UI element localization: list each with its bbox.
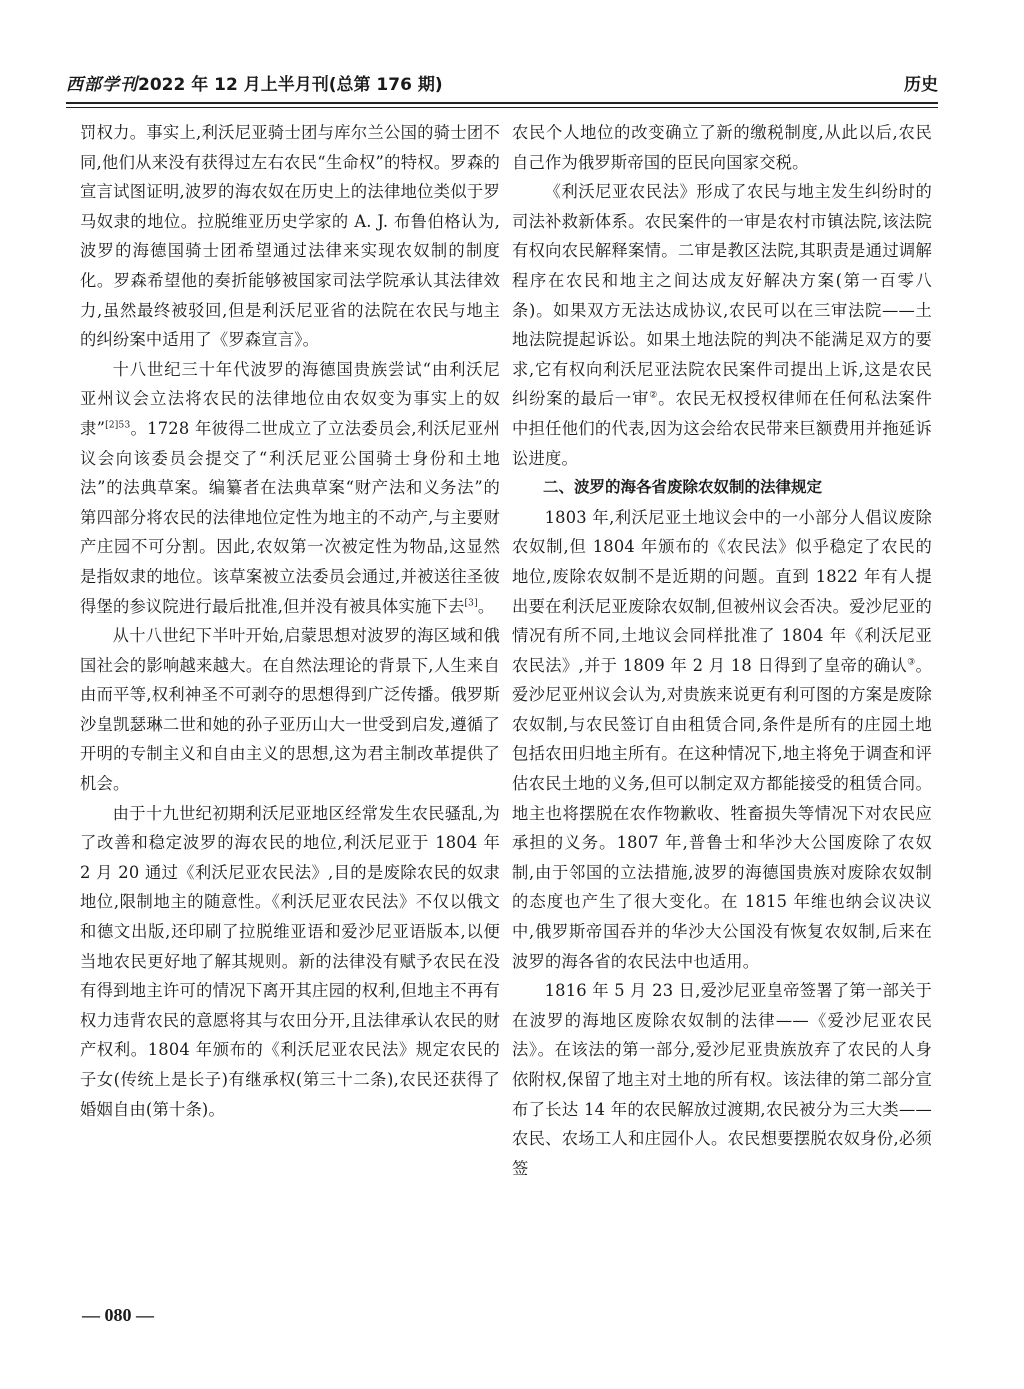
paragraph: 1816 年 5 月 23 日,爱沙尼亚皇帝签署了第一部关于在波罗的海地区废除农奴制的法律——《爱沙尼亚农民法》。在该法的第一部分,爱沙尼亚贵族放弃了农民的人身依附权,保留了地主对土地的所有权。该法律的第二部分宣布了长达 14 年的农民解放过渡期,农民被分为三大类——农民、农场工人和庄园仆人。农民想要摆脱农奴身份,必须签 [512,981,932,1178]
paragraph: 《利沃尼亚农民法》形成了农民与地主发生纠纷时的司法补救新体系。农民案件的一审是农村市镇法院,该法院有权向农民解释案情。二审是教区法院,其职责是通过调解程序在农民和地主之间达成友好解决方案(第一百零八条)。如果双方无法达成协议,农民可以在三审法院——土地法院提起诉讼。如果土地法院的判决不能满足双方的要求,它有权向利沃尼亚法院农民案件司提出上诉,这是农民纠纷案的最后一审②。农民无权授权律师在任何私法案件中担任他们的代表,因为这会给农民带来巨额费用并拖延诉讼进度。 [512,182,933,468]
header-rule-thin [66,107,938,108]
paragraph: 罚权力。事实上,利沃尼亚骑士团与库尔兰公国的骑士团不同,他们从来没有获得过左右农民“生命权”的特权。罗森的宣言试图证明,波罗的海农奴在历史上的法律地位类似于罗马奴隶的地位。拉脱维亚历史学家的 A. J. 布鲁伯格认为,波罗的海德国骑士团希望通过法律来实现农奴制的制度化。罗森希望他的奏折能够被国家司法学院承认其法律效力,虽然最终被驳回,但是利沃尼亚省的法院在农民与地主的纠纷案中适用了《罗森宣言》。 [80,123,500,350]
header-rule [66,102,938,104]
issue-info: 2022 年 12 月上半月刊(总第 176 期) [138,75,443,95]
journal-logo: 西部学刊 [66,75,138,95]
running-header [66,70,938,98]
right-column [512,118,932,1183]
section-heading: 二、波罗的海各省废除农奴制的法律规定 [543,478,823,497]
page-number: — 080 — [82,1305,154,1325]
citation: [2]53 [105,420,131,431]
journal-issue [66,70,443,95]
citation: [3] [464,598,478,609]
paragraph: 由于十九世纪初期利沃尼亚地区经常发生农民骚乱,为了改善和稳定波罗的海农民的地位,利沃尼亚于 1804 年 2 月 20 通过《利沃尼亚农民法》,目的是废除农民的奴隶地位,限制地主的随意性。《利沃尼亚农民法》不仅以俄文和德文出版,还印刷了拉脱维亚语和爱沙尼亚语版本,以便当地农民更好地了解其规则。新的法律没有赋予农民在没有得到地主许可的情况下离开其庄园的权利,但地主不再有权力违背农民的意愿将其与农田分开,且法律承认农民的财产权利。1804 年颁布的《利沃尼亚农民法》规定农民的子女(传统上是长子)有继承权(第三十二条),农民还获得了婚姻自由(第十条)。 [80,803,500,1119]
footnote-mark: ② [649,390,659,401]
paragraph: 1803 年,利沃尼亚土地议会中的一小部分人倡议废除农奴制,但 1804 年颁布的《农民法》似乎稳定了农民的地位,废除农奴制不是近期的问题。直到 1822 年有人提出要在利沃尼亚废除农奴制,但被州议会否决。爱沙尼亚的情况有所不同,土地议会同样批准了 1804 年《利沃尼亚农民法》,并于 1809 年 2 月 18 日得到了皇帝的确认③。爱沙尼亚州议会认为,对贵族来说更有利可图的方案是废除农奴制,与农民签订自由租赁合同,条件是所有的庄园土地包括农田归地主所有。在这种情况下,地主将免于调查和评估农民土地的义务,但可以制定双方都能接受的租赁合同。地主也将摆脱在农作物歉收、牲畜损失等情况下对农民应承担的义务。1807 年,普鲁士和华沙大公国废除了农奴制,由于邻国的立法措施,波罗的海德国贵族对废除农奴制的态度也产生了很大变化。在 1815 年维也纳会议决议中,俄罗斯帝国吞并的华沙大公国没有恢复农奴制,后来在波罗的海各省的农民法中也适用。 [512,507,932,971]
section-label: 历史 [904,75,938,95]
footnote-mark: ③ [907,657,916,668]
paragraph: 十八世纪三十年代波罗的海德国贵族尝试“由利沃尼亚州议会立法将农民的法律地位由农奴变为事实上的奴隶”$^{[2]53}$。1728 年彼得二世成立了立法委员会,利沃尼亚州议会向该委员会提交了“利沃尼亚公国骑士身份和土地法”的法典草案。编纂者在法典草案“财产法和义务法”的第四部分将农民的法律地位定性为地主的不动产,与主要财产庄园不可分割。因此,农奴第一次被定性为物品,这显然是指奴隶的地位。该草案被立法委员会通过,并被送往圣彼得堡的参议院进行最后批准,但并没有被具体实施下去[3]。 [80,359,500,616]
left-column [80,118,500,1124]
paragraph: 从十八世纪下半叶开始,启蒙思想对波罗的海区域和俄国社会的影响越来越大。在自然法理论的背景下,人生来自由而平等,权利神圣不可剥夺的思想得到广泛传播。俄罗斯沙皇凯瑟琳二世和她的孙子亚历山大一世受到启发,遵循了开明的专制主义和自由主义的思想,这为君主制改革提供了机会。 [80,626,500,794]
paragraph: 农民个人地位的改变确立了新的缴税制度,从此以后,农民自己作为俄罗斯帝国的臣民向国家交税。 [512,123,932,172]
